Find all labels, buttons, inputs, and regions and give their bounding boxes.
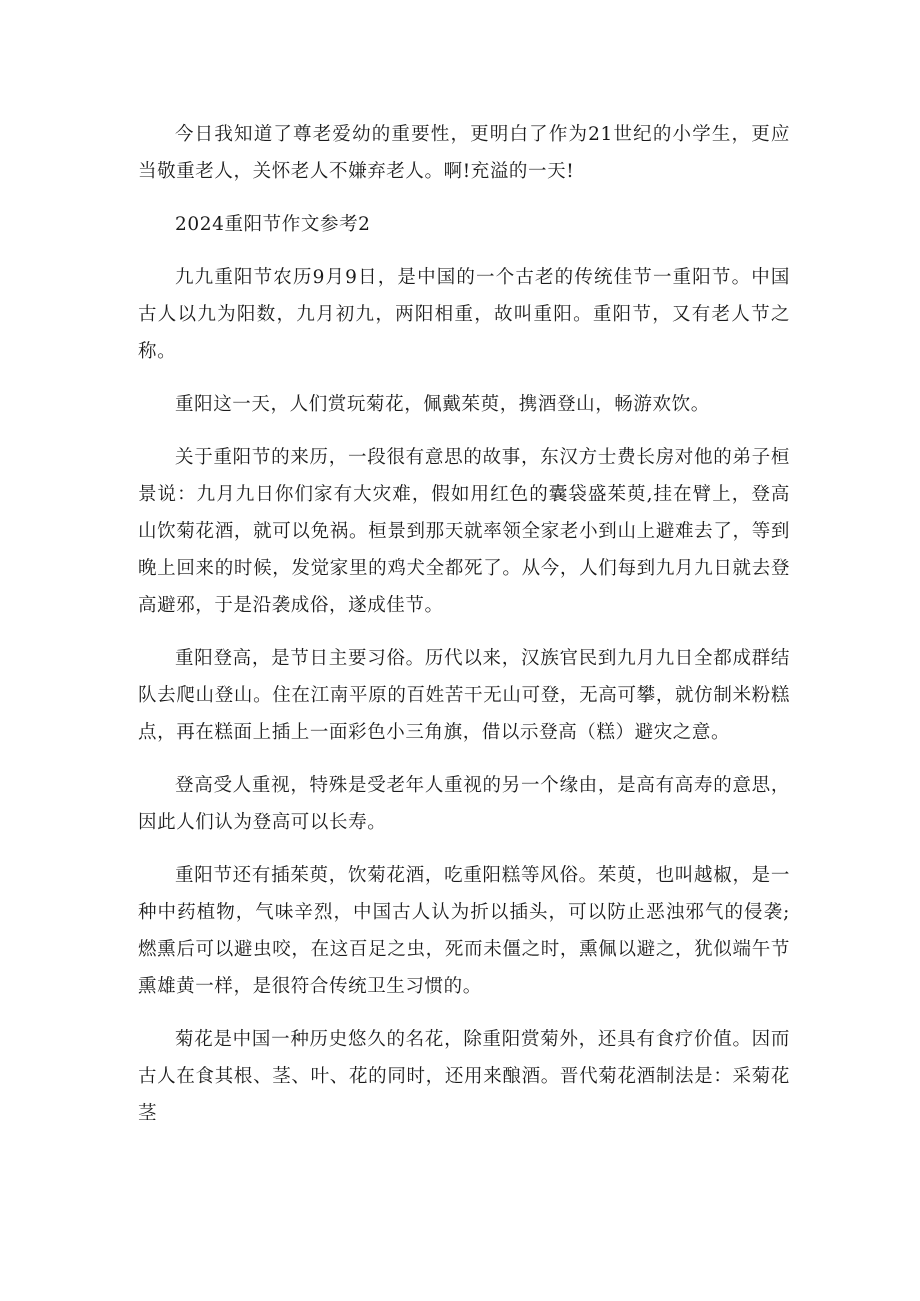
- section-heading: 2024重阳节作文参考2: [175, 214, 371, 235]
- paragraph-1: 今日我知道了尊老爱幼的重要性，更明白了作为21世纪的小学生，更应当敬重老人，关怀老人不嫌弃老人。啊!充溢的一天!: [138, 124, 790, 182]
- paragraph-7: 重阳节还有插茱萸，饮菊花酒，吃重阳糕等风俗。茱萸，也叫越椒，是一种中药植物，气味辛烈，中国古人认为折以插头，可以防止恶浊邪气的侵袭;燃熏后可以避虫咬，在这百足之虫，死而未僵之时，熏佩以避之，犹似端午节熏雄黄一样，是很符合传统卫生习惯的。: [138, 865, 790, 997]
- paragraph-8: 菊花是中国一种历史悠久的名花，除重阳赏菊外，还具有食疗价值。因而古人在食其根、茎、叶、花的同时，还用来酿酒。晋代菊花酒制法是：采菊花茎: [138, 1029, 790, 1124]
- paragraph-4: 关于重阳节的来历，一段很有意思的故事，东汉方士费长房对他的弟子桓景说：九月九日你们家有大灾难，假如用红色的囊袋盛茱萸,挂在臂上，登高山饮菊花酒，就可以免祸。桓景到那天就率领全家老小到山上避难去了，等到晚上回来的时候，发觉家里的鸡犬全都死了。从今，人们每到九月九日就去登高避邪，于是沿袭成俗，遂成佳节。: [138, 447, 790, 616]
- document-body: [138, 116, 790, 1148]
- paragraph-6: 登高受人重视，特殊是受老年人重视的另一个缘由，是高有高寿的意思，因此人们认为登高可以长寿。: [138, 775, 790, 833]
- paragraph-2: 九九重阳节农历9月9日，是中国的一个古老的传统佳节一重阳节。中国古人以九为阳数，九月初九，两阳相重，故叫重阳。重阳节，又有老人节之称。: [138, 267, 790, 362]
- paragraph-3: 重阳这一天，人们赏玩菊花，佩戴茱萸，携酒登山，畅游欢饮。: [175, 394, 710, 415]
- paragraph-5: 重阳登高，是节日主要习俗。历代以来，汉族官民到九月九日全都成群结队去爬山登山。住在江南平原的百姓苦干无山可登，无高可攀，就仿制米粉糕点，再在糕面上插上一面彩色小三角旗，借以示登高（糕）避灾之意。: [138, 648, 790, 743]
